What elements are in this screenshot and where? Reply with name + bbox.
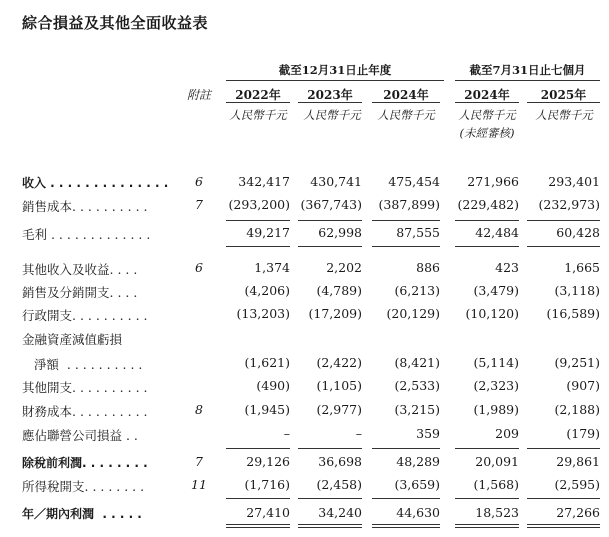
year-rule bbox=[455, 102, 519, 103]
row-value: (1,945) bbox=[244, 402, 290, 417]
row-value: (3,659) bbox=[394, 477, 440, 492]
row-note: 8 bbox=[195, 402, 203, 417]
unit-label: 人民幣千元 bbox=[303, 108, 361, 122]
row-value: (1,621) bbox=[244, 355, 290, 370]
row-label: 財務成本. . . . . . . . . . bbox=[22, 404, 148, 419]
row-value: 27,266 bbox=[556, 505, 600, 520]
total-rule bbox=[372, 246, 440, 247]
row-value: (17,209) bbox=[308, 306, 362, 321]
row-value: 1,665 bbox=[564, 260, 600, 275]
total-rule bbox=[455, 527, 519, 528]
row-label: 收入 . . . . . . . . . . . . . . bbox=[22, 176, 169, 190]
row-label: 淨額 . . . . . . . . . . bbox=[22, 357, 143, 372]
row-note: 6 bbox=[195, 174, 203, 189]
total-rule bbox=[226, 527, 290, 528]
total-rule bbox=[226, 448, 290, 449]
total-rule bbox=[372, 527, 440, 528]
row-value: 87,555 bbox=[396, 225, 440, 240]
row-value: 209 bbox=[495, 426, 519, 441]
row-note: 7 bbox=[195, 454, 203, 469]
year-rule bbox=[226, 102, 290, 103]
row-value: (1,716) bbox=[244, 477, 290, 492]
total-rule bbox=[226, 524, 290, 525]
row-note: 7 bbox=[195, 197, 203, 212]
table-row bbox=[0, 306, 609, 328]
row-value: 886 bbox=[416, 260, 440, 275]
row-label: 除稅前利潤. . . . . . . . bbox=[22, 456, 148, 470]
unit-label: 人民幣千元 bbox=[458, 108, 516, 122]
row-value: (387,899) bbox=[378, 197, 440, 212]
row-value: (293,200) bbox=[228, 197, 290, 212]
total-rule bbox=[527, 448, 600, 449]
header-rule bbox=[226, 80, 444, 81]
row-note: 11 bbox=[191, 477, 207, 492]
total-rule bbox=[527, 220, 600, 221]
row-value: 62,998 bbox=[318, 225, 362, 240]
total-rule bbox=[298, 448, 362, 449]
row-label: 銷售及分銷開支. . . . bbox=[22, 285, 138, 300]
row-label: 銷售成本. . . . . . . . . . bbox=[22, 199, 148, 214]
table-row bbox=[0, 260, 609, 282]
row-value: (490) bbox=[256, 378, 290, 393]
row-value: (10,120) bbox=[465, 306, 519, 321]
total-rule bbox=[455, 246, 519, 247]
total-rule bbox=[298, 498, 362, 499]
row-label: 毛利 . . . . . . . . . . . . . bbox=[22, 227, 151, 242]
row-value: – bbox=[355, 426, 362, 441]
row-value: (2,458) bbox=[316, 477, 362, 492]
row-value: 271,966 bbox=[467, 174, 519, 189]
row-value: 42,484 bbox=[475, 225, 519, 240]
total-rule bbox=[372, 498, 440, 499]
row-value: 29,861 bbox=[556, 454, 600, 469]
row-value: 60,428 bbox=[556, 225, 600, 240]
row-value: (8,421) bbox=[394, 355, 440, 370]
year-header: 2025年 bbox=[540, 88, 587, 102]
header-rule bbox=[455, 80, 600, 81]
row-value: (3,479) bbox=[473, 283, 519, 298]
total-rule bbox=[527, 246, 600, 247]
total-rule bbox=[226, 220, 290, 221]
row-value: (4,206) bbox=[244, 283, 290, 298]
row-value: 430,741 bbox=[310, 174, 362, 189]
row-value: 48,289 bbox=[396, 454, 440, 469]
row-value: 29,126 bbox=[246, 454, 290, 469]
row-value: 2,202 bbox=[326, 260, 362, 275]
year-header: 2023年 bbox=[307, 88, 353, 102]
row-value: (9,251) bbox=[554, 355, 600, 370]
year-header: 2024年 bbox=[383, 88, 429, 102]
row-note: 6 bbox=[195, 260, 203, 275]
table-row bbox=[0, 225, 609, 247]
total-rule bbox=[298, 527, 362, 528]
row-value: – bbox=[283, 426, 290, 441]
row-value: (3,118) bbox=[554, 283, 600, 298]
row-value: (4,789) bbox=[316, 283, 362, 298]
total-rule bbox=[372, 524, 440, 525]
total-rule bbox=[455, 220, 519, 221]
row-value: (2,323) bbox=[473, 378, 519, 393]
year-rule bbox=[527, 102, 600, 103]
row-value: (3,215) bbox=[394, 402, 440, 417]
year-header: 2022年 bbox=[235, 88, 281, 102]
total-rule bbox=[527, 527, 600, 528]
row-value: 423 bbox=[495, 260, 519, 275]
page-title: 綜合損益及其他全面收益表 bbox=[22, 14, 209, 32]
table-row bbox=[0, 402, 609, 424]
table-row bbox=[0, 477, 609, 499]
header-group-seven-months: 截至7月31日止七個月 bbox=[469, 63, 586, 77]
unaudited-label: (未經審核) bbox=[459, 126, 515, 140]
row-value: (16,589) bbox=[546, 306, 600, 321]
row-value: (232,973) bbox=[538, 197, 600, 212]
total-rule bbox=[372, 448, 440, 449]
total-rule bbox=[455, 498, 519, 499]
row-label: 金融資產減值虧損 bbox=[22, 332, 123, 347]
row-value: 293,401 bbox=[548, 174, 600, 189]
header-group-year-end: 截至12月31日止年度 bbox=[278, 63, 392, 77]
table-row bbox=[0, 355, 609, 377]
table-row bbox=[0, 426, 609, 448]
row-value: (13,203) bbox=[236, 306, 290, 321]
table-row bbox=[0, 378, 609, 400]
row-label: 其他開支. . . . . . . . . . bbox=[22, 380, 148, 395]
row-value: 20,091 bbox=[475, 454, 519, 469]
row-value: (2,422) bbox=[316, 355, 362, 370]
row-value: (907) bbox=[566, 378, 600, 393]
row-value: (1,989) bbox=[473, 402, 519, 417]
row-value: (2,188) bbox=[554, 402, 600, 417]
row-value: 18,523 bbox=[475, 505, 519, 520]
total-rule bbox=[298, 524, 362, 525]
total-rule bbox=[455, 524, 519, 525]
row-label: 所得稅開支. . . . . . . . bbox=[22, 479, 145, 494]
row-value: 27,410 bbox=[246, 505, 290, 520]
total-rule bbox=[455, 448, 519, 449]
unit-label: 人民幣千元 bbox=[535, 108, 593, 122]
total-rule bbox=[298, 220, 362, 221]
row-value: (367,743) bbox=[300, 197, 362, 212]
row-value: 34,240 bbox=[318, 505, 362, 520]
row-label: 年／期內利潤 . . . . . bbox=[22, 507, 142, 521]
year-header: 2024年 bbox=[464, 88, 510, 102]
table-row bbox=[0, 197, 609, 219]
row-value: (1,105) bbox=[316, 378, 362, 393]
row-value: (179) bbox=[566, 426, 600, 441]
total-rule bbox=[298, 246, 362, 247]
row-value: 342,417 bbox=[238, 174, 290, 189]
row-value: (229,482) bbox=[457, 197, 519, 212]
row-value: 1,374 bbox=[254, 260, 290, 275]
total-rule bbox=[372, 220, 440, 221]
row-label: 應佔聯營公司損益 . . bbox=[22, 428, 138, 443]
year-rule bbox=[372, 102, 440, 103]
year-rule bbox=[298, 102, 362, 103]
table-row bbox=[0, 283, 609, 305]
row-label: 其他收入及收益. . . . bbox=[22, 262, 138, 277]
table-row bbox=[0, 330, 609, 352]
row-value: 44,630 bbox=[396, 505, 440, 520]
row-value: (1,568) bbox=[473, 477, 519, 492]
row-value: (5,114) bbox=[473, 355, 519, 370]
row-value: (6,213) bbox=[394, 283, 440, 298]
row-label: 行政開支. . . . . . . . . . bbox=[22, 308, 148, 323]
row-value: (2,977) bbox=[316, 402, 362, 417]
row-value: 36,698 bbox=[318, 454, 362, 469]
row-value: 475,454 bbox=[388, 174, 440, 189]
table-row bbox=[0, 454, 609, 476]
total-rule bbox=[527, 498, 600, 499]
table-row bbox=[0, 174, 609, 196]
row-value: (2,533) bbox=[394, 378, 440, 393]
row-value: (20,129) bbox=[386, 306, 440, 321]
row-value: (2,595) bbox=[554, 477, 600, 492]
row-value: 49,217 bbox=[246, 225, 290, 240]
total-rule bbox=[226, 498, 290, 499]
total-rule bbox=[527, 524, 600, 525]
unit-label: 人民幣千元 bbox=[377, 108, 435, 122]
note-column-header: 附註 bbox=[186, 88, 211, 102]
row-value: 359 bbox=[416, 426, 440, 441]
total-rule bbox=[226, 246, 290, 247]
unit-label: 人民幣千元 bbox=[229, 108, 287, 122]
